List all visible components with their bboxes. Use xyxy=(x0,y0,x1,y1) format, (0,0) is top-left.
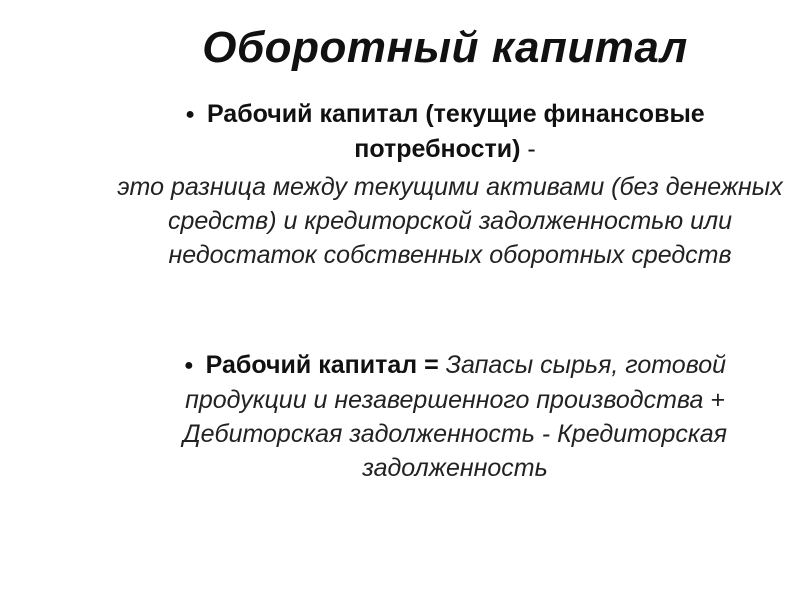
bullet-term: Рабочий капитал = xyxy=(205,351,446,379)
bullet-formula: Запасы сырья, готовой продукции и незавершенного производства + Дебиторская задолженность - Кредиторская задолженность xyxy=(183,351,727,482)
bullet-term: Рабочий капитал (текущие финансовые потребности) xyxy=(206,100,705,163)
bullet-working-capital-formula xyxy=(150,348,760,485)
bullet-dot-icon: ● xyxy=(185,106,195,123)
bullet-separator: - xyxy=(520,135,536,163)
bullet-definition: это разница между текущими активами (без денежных средств) и кредиторской задолженностью или недостаток собственных оборотных средств xyxy=(117,173,783,269)
bullet-dot-icon: ● xyxy=(184,357,194,374)
slide-title: Оборотный капитал xyxy=(202,23,688,72)
bullet-working-capital-definition xyxy=(105,97,785,272)
